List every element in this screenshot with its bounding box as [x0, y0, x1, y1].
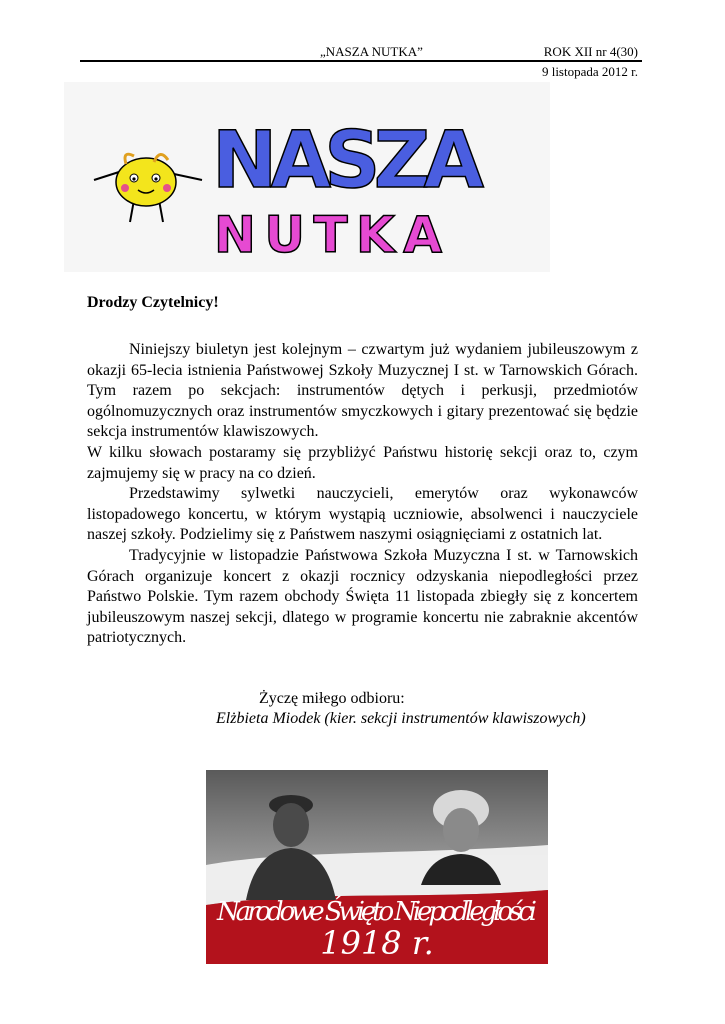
paragraph-2: W kilku słowach postaramy się przybliżyć Państwu historię sekcji oraz to, czym zajmujemy się w pracy na co dzień.: [87, 443, 638, 482]
independence-day-banner: [206, 770, 548, 964]
logo-line1: NASZA: [212, 116, 484, 206]
banner-line2: 1918 r.: [320, 924, 434, 962]
nasza-nutka-logo: [64, 82, 550, 272]
mascot-icon: [94, 154, 202, 222]
newsletter-title: „NASZA NUTKA”: [320, 44, 423, 59]
issue-number: ROK XII nr 4(30): [543, 44, 638, 59]
header-rule: [80, 60, 642, 62]
closing-line: Życzę miłego odbioru:: [259, 690, 405, 707]
paragraph-3: Przedstawimy sylwetki nauczycieli, emerytów oraz wykonawców listopadowego koncertu, w którym wystąpią uczniowie, absolwenci i nauczyciele naszej szkoły. Podzielimy się z Państwem naszymi osiągnięciami z ostatnich lat.: [87, 485, 638, 544]
letter-body: [87, 340, 638, 649]
banner-line1: Narodowe Święto Niepodległości: [216, 897, 537, 927]
signature: Elżbieta Miodek (kier. sekcji instrumentów klawiszowych): [216, 710, 586, 727]
issue-date: 9 listopada 2012 r.: [541, 64, 638, 79]
paragraph-4: Tradycyjnie w listopadzie Państwowa Szkoła Muzyczna I st. w Tarnowskich Górach organizuje koncert z okazji rocznicy odzyskania niepodległości przez Państwo Polskie. Tym razem obchody Święta 11 listopada zbiegły się z koncertem jubileuszowym naszej sekcji, dlatego w programie koncertu nie zabraknie akcentów patriotycznych.: [87, 546, 638, 647]
logo-line2: NUTKA: [214, 206, 442, 264]
paragraph-1: Niniejszy biuletyn jest kolejnym – czwartym już wydaniem jubileuszowym z okazji 65-lecia istnienia Państwowej Szkoły Muzycznej I st. w Tarnowskich Górach. Tym razem po sekcjach: instrumentów dętych i perkusji, przedmiotów ogólnomuzycznych oraz instrumentów smyczkowych i gitary prezentować się będzie sekcja instrumentów klawiszowych.: [87, 341, 638, 441]
greeting: Drodzy Czytelnicy!: [87, 294, 219, 311]
page-header: [80, 40, 640, 60]
